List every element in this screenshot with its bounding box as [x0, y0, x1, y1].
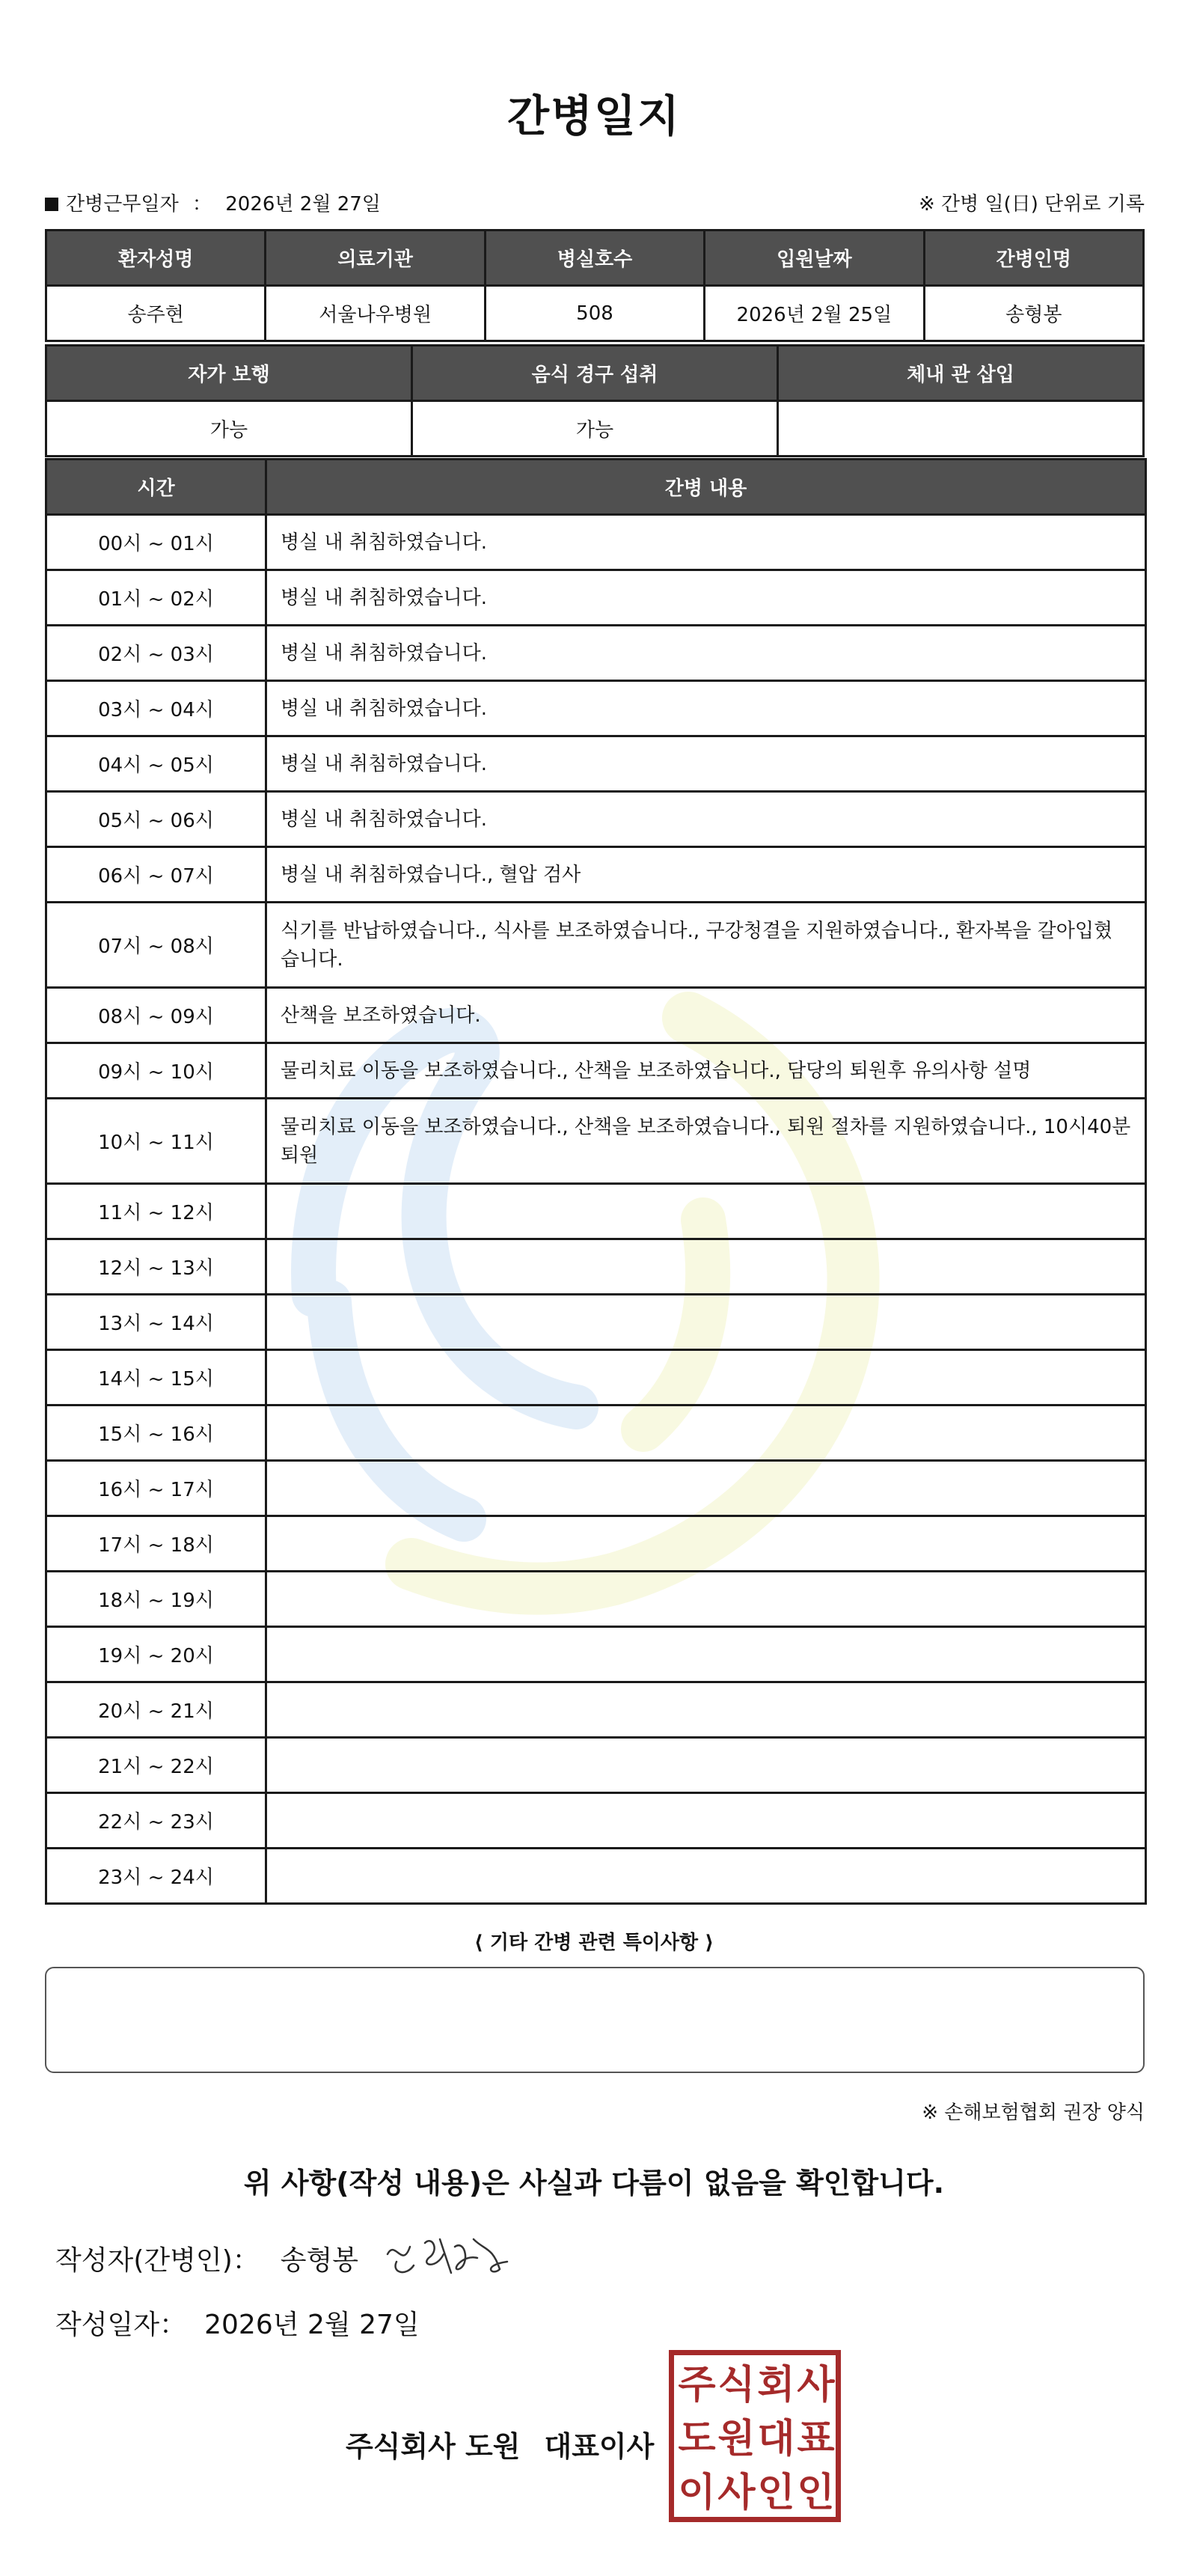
table-row	[46, 1682, 1146, 1738]
page-title: 간병일지	[506, 91, 682, 141]
header-tube-insertion: 체내 관 삽입	[778, 346, 1144, 401]
log-content-cell: 병실 내 취침하였습니다.	[266, 570, 1146, 626]
write-date-line	[55, 2304, 420, 2342]
table-row	[46, 1043, 1146, 1099]
patient-name: 송주현	[46, 286, 266, 341]
log-content-cell	[266, 1572, 1146, 1627]
table-row	[46, 1516, 1146, 1572]
caregiver-name: 송형봉	[924, 286, 1143, 341]
hospital-name: 서울나우병원	[266, 286, 485, 341]
log-content-cell	[266, 1682, 1146, 1738]
log-content-cell	[266, 1516, 1146, 1572]
work-date-line	[45, 189, 381, 216]
write-date-value: 2026년 2월 27일	[204, 2310, 420, 2340]
confirmation-statement: 위 사항(작성 내용)은 사실과 다름이 없음을 확인합니다.	[243, 2167, 945, 2200]
self-walking-value: 가능	[46, 401, 412, 457]
seal-character: 이	[678, 2470, 716, 2515]
work-date-label: 간병근무일자	[66, 193, 179, 216]
table-row	[46, 515, 1146, 570]
table-row	[46, 1738, 1146, 1793]
oral-intake-value: 가능	[412, 401, 778, 457]
log-time-cell: 04시 ~ 05시	[46, 736, 266, 792]
room-number: 508	[485, 286, 704, 341]
table-row	[46, 736, 1146, 792]
table-row	[46, 792, 1146, 847]
seal-character: 도	[678, 2417, 716, 2461]
log-time-cell: 12시 ~ 13시	[46, 1239, 266, 1295]
header-oral-intake: 음식 경구 섭취	[412, 346, 778, 401]
writer-name: 송형봉	[280, 2245, 359, 2276]
log-time-cell: 20시 ~ 21시	[46, 1682, 266, 1738]
meta-row	[45, 189, 1145, 219]
log-content-cell	[266, 1184, 1146, 1239]
writer-label: 작성자(간병인)：	[55, 2245, 260, 2276]
log-time-cell: 23시 ~ 24시	[46, 1849, 266, 1904]
log-content-cell: 병실 내 취침하였습니다.	[266, 792, 1146, 847]
log-content-cell: 산책을 보조하였습니다.	[266, 988, 1146, 1043]
admission-date: 2026년 2월 25일	[705, 286, 924, 341]
table-row	[46, 1405, 1146, 1461]
notes-box	[45, 1967, 1145, 2073]
log-time-cell: 00시 ~ 01시	[46, 515, 266, 570]
log-content-cell	[266, 1295, 1146, 1350]
log-content-cell: 병실 내 취침하였습니다., 혈압 검사	[266, 847, 1146, 903]
seal-character: 인	[797, 2470, 835, 2515]
log-time-cell: 14시 ~ 15시	[46, 1350, 266, 1405]
log-content-cell	[266, 1461, 1146, 1516]
company-name: 주식회사 도원	[346, 2430, 521, 2463]
table-row	[46, 1184, 1146, 1239]
patient-info-table	[45, 229, 1145, 342]
header-caregiver-name: 간병인명	[924, 231, 1143, 286]
table-row	[46, 1572, 1146, 1627]
log-content-cell: 병실 내 취침하였습니다.	[266, 626, 1146, 681]
handwritten-signature	[380, 2224, 515, 2292]
tube-insertion-value	[778, 401, 1144, 457]
table-row	[46, 626, 1146, 681]
write-date-label: 작성일자：	[55, 2310, 187, 2340]
table-row	[46, 1793, 1146, 1849]
log-time-cell: 22시 ~ 23시	[46, 1793, 266, 1849]
log-time-cell: 18시 ~ 19시	[46, 1572, 266, 1627]
log-time-cell: 06시 ~ 07시	[46, 847, 266, 903]
table-row	[46, 847, 1146, 903]
recommendation-note: ※ 손해보험협회 권장 양식	[922, 2102, 1145, 2124]
log-time-cell: 21시 ~ 22시	[46, 1738, 266, 1793]
log-time-cell: 07시 ~ 08시	[46, 903, 266, 988]
log-time-cell: 08시 ~ 09시	[46, 988, 266, 1043]
company-line	[346, 2423, 654, 2464]
log-content-cell	[266, 1239, 1146, 1295]
header-room-number: 병실호수	[485, 231, 704, 286]
log-time-cell: 19시 ~ 20시	[46, 1627, 266, 1682]
company-seal-stamp	[669, 2350, 841, 2522]
log-time-cell: 17시 ~ 18시	[46, 1516, 266, 1572]
log-content-cell: 병실 내 취침하였습니다.	[266, 515, 1146, 570]
log-content-cell	[266, 1793, 1146, 1849]
log-content-cell	[266, 1350, 1146, 1405]
log-content-cell	[266, 1405, 1146, 1461]
notes-title: ⟨ 기타 간병 관련 특이사항 ⟩	[474, 1932, 714, 1954]
table-row	[46, 1627, 1146, 1682]
table-row	[46, 1295, 1146, 1350]
log-content-cell	[266, 1627, 1146, 1682]
company-rep-title: 대표이사	[544, 2430, 655, 2463]
care-log-body	[46, 515, 1146, 1904]
care-log-table	[45, 458, 1147, 1905]
square-bullet-icon	[45, 198, 58, 211]
seal-character: 원	[717, 2417, 756, 2461]
seal-character: 표	[797, 2417, 835, 2461]
writer-line	[55, 2239, 358, 2277]
table-row	[46, 1849, 1146, 1904]
log-time-cell: 13시 ~ 14시	[46, 1295, 266, 1350]
work-date-value: 2026년 2월 27일	[225, 193, 381, 216]
seal-character: 인	[757, 2470, 795, 2515]
log-time-cell: 01시 ~ 02시	[46, 570, 266, 626]
seal-character: 대	[757, 2417, 795, 2461]
log-time-cell: 10시 ~ 11시	[46, 1099, 266, 1184]
log-time-cell: 16시 ~ 17시	[46, 1461, 266, 1516]
header-patient-name: 환자성명	[46, 231, 266, 286]
table-row	[46, 570, 1146, 626]
log-content-cell: 병실 내 취침하였습니다.	[266, 681, 1146, 736]
log-content-cell	[266, 1738, 1146, 1793]
log-content-cell: 병실 내 취침하였습니다.	[266, 736, 1146, 792]
table-row	[46, 988, 1146, 1043]
log-time-cell: 02시 ~ 03시	[46, 626, 266, 681]
table-row	[46, 1350, 1146, 1405]
table-row	[46, 903, 1146, 988]
log-content-cell: 물리치료 이동을 보조하였습니다., 산책을 보조하였습니다., 담당의 퇴원후 유의사항 설명	[266, 1043, 1146, 1099]
header-admission-date: 입원날짜	[705, 231, 924, 286]
seal-character: 사	[717, 2470, 756, 2515]
log-content-cell	[266, 1849, 1146, 1904]
unit-note: ※ 간병 일(日) 단위로 기록	[918, 193, 1145, 216]
log-time-cell: 09시 ~ 10시	[46, 1043, 266, 1099]
table-row	[46, 681, 1146, 736]
seal-character: 주	[678, 2363, 716, 2408]
header-care-content: 간병 내용	[266, 460, 1146, 515]
log-time-cell: 05시 ~ 06시	[46, 792, 266, 847]
work-date-separator: ：	[192, 193, 212, 216]
patient-status-table	[45, 344, 1145, 457]
header-hospital: 의료기관	[266, 231, 485, 286]
table-row	[46, 1099, 1146, 1184]
seal-character: 사	[797, 2363, 835, 2408]
log-content-cell: 식기를 반납하였습니다., 식사를 보조하였습니다., 구강청결을 지원하였습니다., 환자복을 갈아입혔습니다.	[266, 903, 1146, 988]
log-content-cell: 물리치료 이동을 보조하였습니다., 산책을 보조하였습니다., 퇴원 절차를 지원하였습니다., 10시40분 퇴원	[266, 1099, 1146, 1184]
log-time-cell: 15시 ~ 16시	[46, 1405, 266, 1461]
log-time-cell: 11시 ~ 12시	[46, 1184, 266, 1239]
log-time-cell: 03시 ~ 04시	[46, 681, 266, 736]
seal-character: 회	[757, 2363, 795, 2408]
seal-character: 식	[717, 2363, 756, 2408]
table-row	[46, 1239, 1146, 1295]
table-row	[46, 1461, 1146, 1516]
header-self-walking: 자가 보행	[46, 346, 412, 401]
header-time: 시간	[46, 460, 266, 515]
